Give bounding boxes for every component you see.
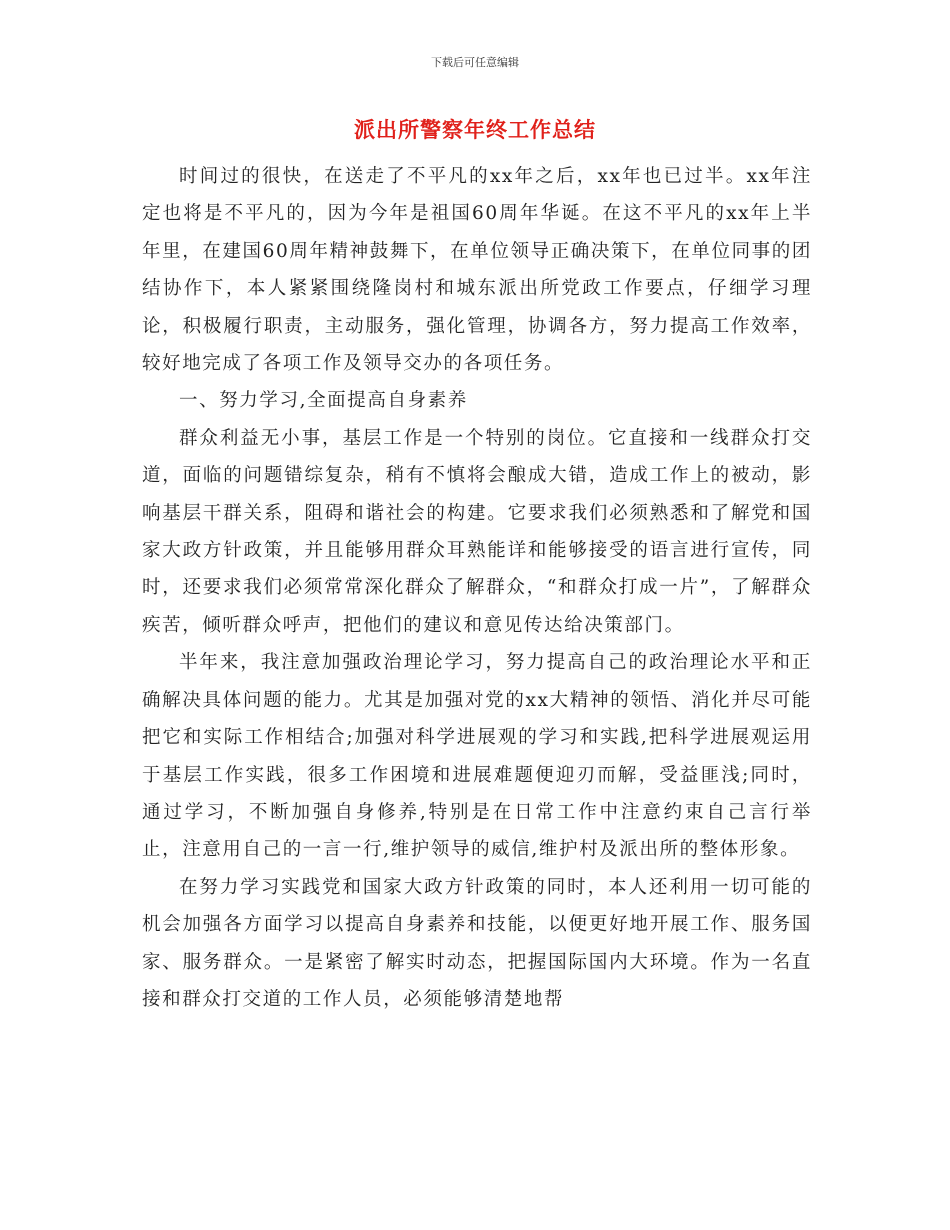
- paragraph-study: 半年来，我注意加强政治理论学习，努力提高自己的政治理论水平和正确解决具体问题的能力。尤其是加强对党的xx大精神的领悟、消化并尽可能把它和实际工作相结合;加强对科学进展观的学习和实践,把科学进展观运用于基层工作实践，很多工作困境和进展难题便迎刃而解，受益匪浅;同时，通过学习，不断加强自身修养,特别是在日常工作中注意约束自己言行举止，注意用自己的一言一行,维护领导的威信,维护村及派出所的整体形象。: [142, 652, 812, 861]
- paragraph-intro: 时间过的很快，在送走了不平凡的xx年之后，xx年也已过半。xx年注定也将是不平凡的，因为今年是祖国60周年华诞。在这不平凡的xx年上半年里，在建国60周年精神鼓舞下，在单位领导正确决策下，在单位同事的团结协作下，本人紧紧围绕隆岗村和城东派出所党政工作要点，仔细学习理论，积极履行职责，主动服务，强化管理，协调各方，努力提高工作效率，较好地完成了各项工作及领导交办的各项任务。: [142, 166, 812, 375]
- paragraph-skills: 在努力学习实践党和国家大政方针政策的同时，本人还利用一切可能的机会加强各方面学习以提高自身素养和技能，以便更好地开展工作、服务国家、服务群众。一是紧密了解实时动态，把握国际国内大环境。作为一名直接和群众打交道的工作人员，必须能够清楚地帮: [142, 876, 812, 1010]
- document-body: [142, 158, 812, 1018]
- paragraph-masses: 群众利益无小事，基层工作是一个特别的岗位。它直接和一线群众打交道，面临的问题错综复杂，稍有不慎将会酿成大错，造成工作上的被动，影响基层干群关系，阻碍和谐社会的构建。它要求我们必须熟悉和了解党和国家大政方针政策，并且能够用群众耳熟能详和能够接受的语言进行宣传，同时，还要求我们必须常常深化群众了解群众，“和群众打成一片”，了解群众疾苦，倾听群众呼声，把他们的建议和意见传达给决策部门。: [142, 427, 812, 636]
- header-note: 下载后可任意编辑: [431, 56, 519, 69]
- section-heading-1: 一、努力学习,全面提高自身素养: [179, 390, 468, 412]
- document-title: 派出所警察年终工作总结: [354, 118, 596, 142]
